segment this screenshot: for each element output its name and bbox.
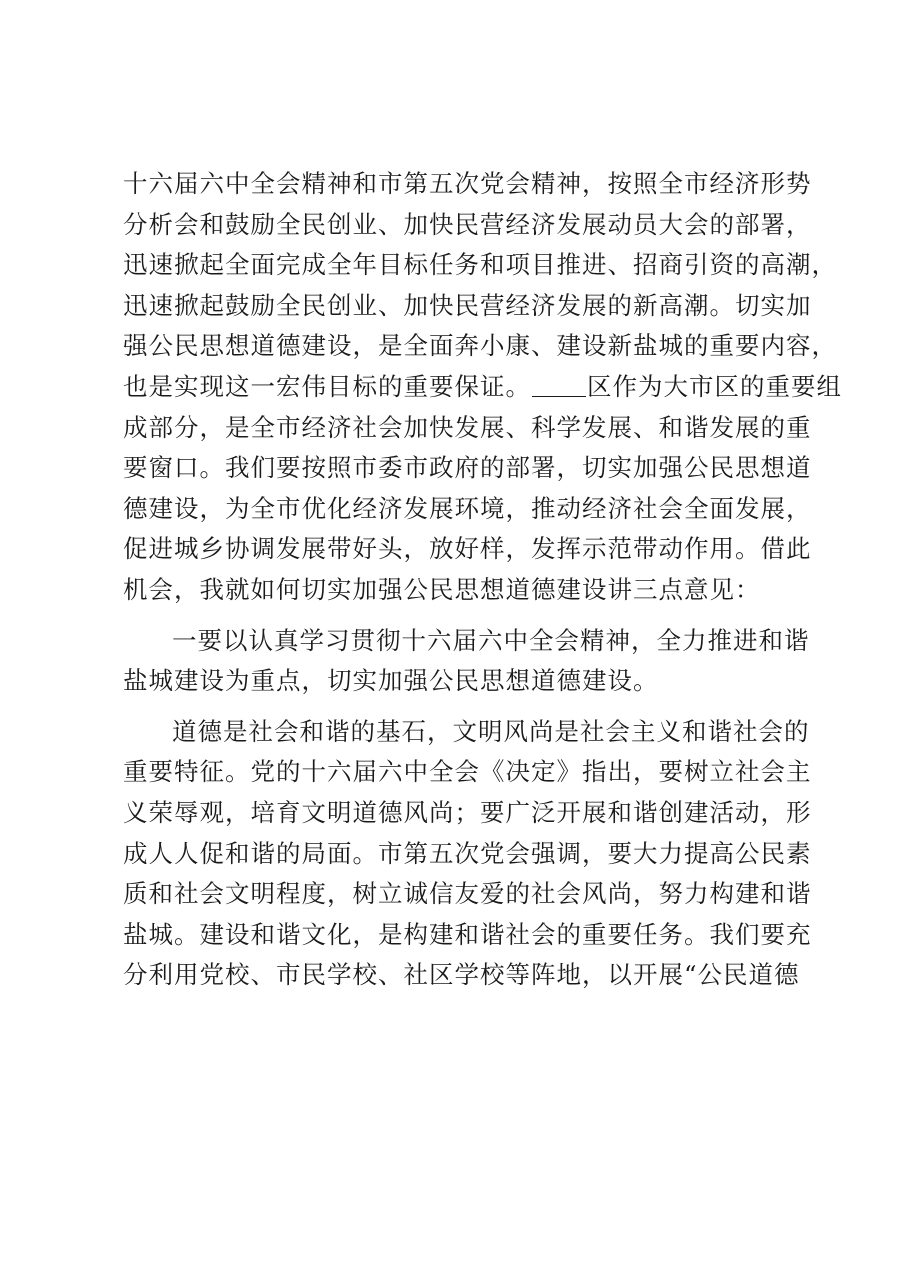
text-line: 强公民思想道德建设，是全面奔小康、建设新盐城的重要内容， <box>123 331 837 361</box>
document-body <box>123 164 842 996</box>
section-heading-line: 一要以认真学习贯彻十六届六中全会精神，全力推进和谐 <box>172 625 810 655</box>
text-line: 分析会和鼓励全民创业、加快民营经济发展动员大会的部署， <box>123 209 812 239</box>
text-line: 迅速掀起鼓励全民创业、加快民营经济发展的新高潮。切实加 <box>123 290 812 320</box>
text-line: 盐城。建设和谐文化，是构建和谐社会的重要任务。我们要充 <box>123 919 812 949</box>
text-line: 道德是社会和谐的基石，文明风尚是社会主义和谐社会的 <box>172 716 810 746</box>
text-line: 质和社会文明程度，树立诚信友爱的社会风尚，努力构建和谐 <box>123 879 812 909</box>
fill-in-blank <box>532 374 586 397</box>
text-line: 义荣辱观，培育文明道德风尚；要广泛开展和谐创建活动，形 <box>123 797 812 827</box>
text-line: 重要特征。党的十六届六中全会《决定》指出，要树立社会主 <box>123 757 812 787</box>
text-line: 德建设，为全市优化经济发展环境，推动经济社会全面发展， <box>123 493 812 523</box>
text-segment: 区作为大市区的重要组 <box>587 371 842 401</box>
text-line: 机会，我就如何切实加强公民思想道德建设讲三点意见： <box>123 574 761 604</box>
text-line-with-blank <box>123 367 842 408</box>
text-line: 要窗口。我们要按照市委市政府的部署，切实加强公民思想道 <box>123 453 812 483</box>
section-heading-line: 盐城建设为重点，切实加强公民思想道德建设。 <box>123 666 659 696</box>
text-line: 分利用党校、市民学校、社区学校等阵地，以开展“公民道德 <box>123 960 800 990</box>
text-segment: 也是实现这一宏伟目标的重要保证。 <box>123 371 531 401</box>
text-line: 迅速掀起全面完成全年目标任务和项目推进、招商引资的高潮， <box>123 250 837 280</box>
text-line: 成人人促和谐的局面。市第五次党会强调，要大力提高公民素 <box>123 838 812 868</box>
text-line: 促进城乡协调发展带好头，放好样，发挥示范带动作用。借此 <box>123 534 812 564</box>
text-line: 成部分，是全市经济社会加快发展、科学发展、和谐发展的重 <box>123 412 812 442</box>
text-line: 十六届六中全会精神和市第五次党会精神，按照全市经济形势 <box>123 169 812 198</box>
